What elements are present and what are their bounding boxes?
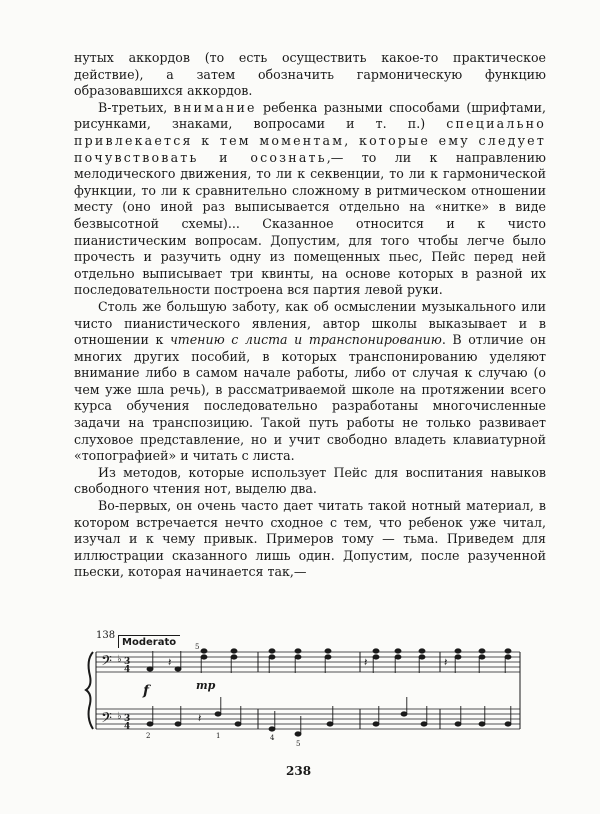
treble-staff <box>96 652 520 672</box>
brace <box>86 652 93 729</box>
bass-clef-upper: 𝄢 <box>101 653 112 673</box>
text-run: ,— то ли к направлению мелодического движения, то ли к секвенции, то ли к гармонической функции, то ли к сравнительно сложному в ритмическом отношении месту (оно иной раз выписывается отдельно на «нитке» в виде безвысотной схемы)... Сказанное относится и к чисто пианистическим вопросам. Допустим, для того чтобы легче было прочесть и разучить одну из помещенных пьес, Пейс перед ней отдельно выписывает три квинты, на основе которых в разной их последовательности построена вся партия левой руки. <box>74 149 546 298</box>
svg-text:𝄽: 𝄽 <box>444 656 448 669</box>
text-run: В-третьих, <box>98 99 174 115</box>
italic-text-run: чтению с листа и транспонированию <box>169 332 442 348</box>
time-signature: 4 <box>124 722 131 732</box>
bass-staff <box>96 709 520 729</box>
dynamic-forte: f <box>143 683 150 699</box>
notes-lower <box>147 697 511 736</box>
paragraph-1 <box>74 50 546 100</box>
svg-text:𝄽: 𝄽 <box>168 656 172 669</box>
paragraph-2 <box>74 100 546 299</box>
spaced-text-run: внимание <box>173 99 257 115</box>
svg-text:𝄽: 𝄽 <box>364 656 368 669</box>
key-flat: ♭ <box>117 654 122 665</box>
tempo-marking: Moderato <box>118 635 180 648</box>
fingering: 5 <box>296 740 301 748</box>
fingering: 5 <box>195 643 200 651</box>
paragraph-5 <box>74 498 546 581</box>
time-signature: 3 <box>124 714 131 724</box>
notes-upper <box>147 649 511 673</box>
text-run: . В отличие он многих других пособий, в которых транспонированию уделяют внимание либо в самом начале работы, либо от случая к случаю (о чем уже шла речь), в рассматриваемой школе на протяжении всего курса обучения последовательно разработаны многочисленные задачи на транспозицию. Такой путь работы не только развивает слуховое представление, но и учит свободно владеть клавиатурной «топографией» и читать с листа. <box>74 332 546 464</box>
page-number: 238 <box>286 764 312 778</box>
clefs-and-keys <box>101 653 130 732</box>
time-signature: 3 <box>124 657 131 667</box>
paragraph-3 <box>74 299 546 465</box>
fingering: 2 <box>146 732 151 740</box>
bass-clef-lower: 𝄢 <box>101 710 112 730</box>
text-run: Во-первых, он очень часто дает читать такой нотный материал, в котором встречается нечто сходное с тем, что ребенок уже читал, изучал и к чему привык. Примеров тому — тьма. Приведем для иллюстрации сказанного лишь один. Допустим, после разученной пьески, которая начинается так,— <box>74 498 546 580</box>
text-run: Столь же большую заботу, как об осмыслении музыкального или чисто пианистического явления, автор школы выказывает и в отношении к <box>74 298 546 348</box>
page-text <box>74 50 546 581</box>
time-signature: 4 <box>124 665 131 675</box>
key-flat: ♭ <box>117 711 122 722</box>
text-run: ребенка разными способами (шрифтами, рисунками, знаками, вопросами и т. п.) <box>74 99 546 132</box>
paragraph-4 <box>74 465 546 498</box>
svg-text:𝄽: 𝄽 <box>198 712 202 725</box>
fingering: 1 <box>216 732 221 740</box>
fingering: 4 <box>270 734 275 742</box>
text-run: Из методов, которые использует Пейс для воспитания навыков свободного чтения нот, выделю два. <box>74 464 546 497</box>
example-number: 138 <box>96 630 116 641</box>
barlines <box>96 652 520 729</box>
spaced-text-run: специально привлекается к тем моментам, которые ему следует почувствовать и осознать <box>74 116 546 165</box>
text-run: нутых аккордов (то есть осуществить какое-то практическое действие), а затем обозначить гармоническую функцию образовавшихся аккордов. <box>74 50 546 99</box>
dynamic-mezzo-piano: mp <box>196 679 216 692</box>
